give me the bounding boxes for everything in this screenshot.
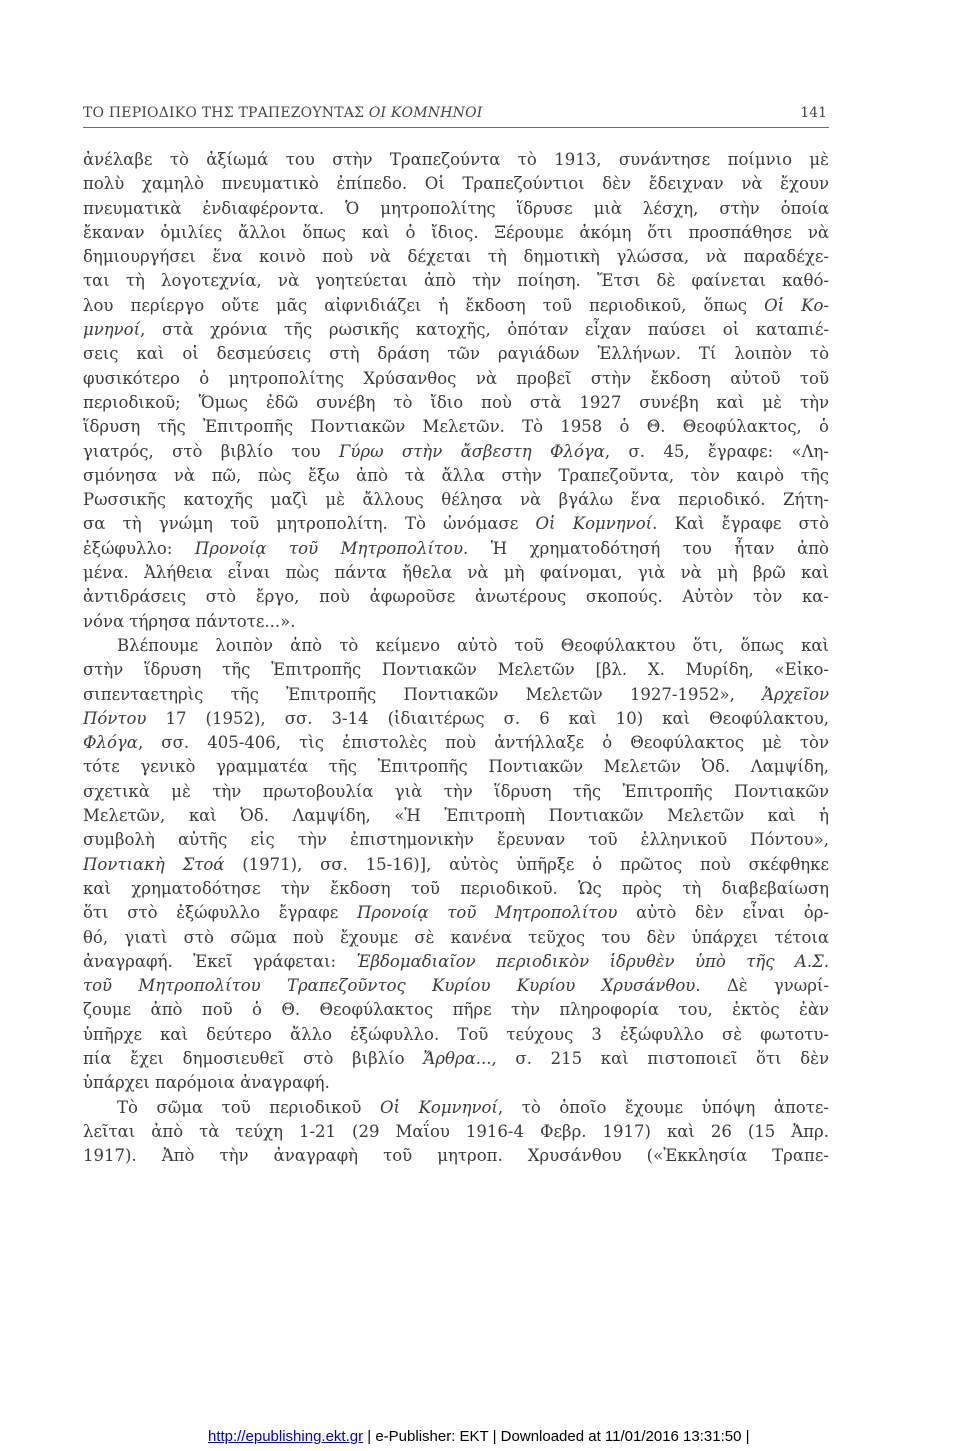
text-line: λεῖται ἀπὸ τὰ τεύχη 1-21 (29 Μαΐου 1916-4 Φεβρ. 1917) καὶ 26 (15 Ἀπρ. xyxy=(83,1121,829,1141)
publisher-link[interactable]: http://epublishing.ekt.gr xyxy=(208,1428,364,1445)
text-line: Μελετῶν, καὶ Ὀδ. Λαμψίδη, «Ἡ Ἐπιτροπὴ Ποντιακῶν Μελετῶν καὶ ἡ xyxy=(83,806,829,826)
text-line: σεις καὶ οἱ δεσμεύσεις στὴ δράση τῶν ραγιάδων Ἑλλήνων. Τί λοιπὸν τὸ xyxy=(83,344,829,364)
running-title-italic: ΟΙ ΚΟΜΝΗΝΟΙ xyxy=(368,105,483,121)
text-line: θό, γιατὶ στὸ σῶμα ποὺ ἔχουμε σὲ κανένα τεῦχος του δὲν ὑπάρχει τέτοια xyxy=(83,927,829,947)
text-line: καὶ χρηματοδότησε τὴν ἔκδοση τοῦ περιοδικοῦ. Ὡς πρὸς τὴ διαβεβαίωση xyxy=(83,878,829,898)
body-text xyxy=(83,148,829,1168)
text-line: μνηνοί, στὰ χρόνια τῆς ρωσικῆς κατοχῆς, ὁπόταν εἶχαν παύσει οἱ καταπιέ- xyxy=(83,320,829,340)
text-line: λου περίεργο οὔτε μᾶς αἰφνιδιάζει ἡ ἔκδοση τοῦ περιοδικοῦ, ὅπως Οἱ Κο- xyxy=(83,295,829,315)
text-line: ται τὴ λογοτεχνία, νὰ γοητεύεται ἀπὸ τὴν ποίηση. Ἔτσι δὲ φαίνεται καθό- xyxy=(83,271,829,291)
footer-info: | e-Publisher: EKT | Downloaded at 11/01/2016 13:31:50 | xyxy=(363,1428,750,1445)
text-line: μένα. Ἀλήθεια εἶναι πὼς πάντα ἤθελα νὰ μὴ φαίνομαι, γιὰ νὰ μὴ βρῶ καὶ xyxy=(83,563,829,583)
text-line: τοῦ Μητροπολίτου Τραπεζοῦντος Κυρίου Κυρίου Χρυσάνθου. Δὲ γνωρί- xyxy=(83,976,829,996)
text-line: ἵδρυση τῆς Ἐπιτροπῆς Ποντιακῶν Μελετῶν. Τὸ 1958 ὁ Θ. Θεοφύλακτος, ὁ xyxy=(83,417,829,437)
text-line: ἐξώφυλλο: Προνοίᾳ τοῦ Μητροπολίτου. Ἡ χρηματοδότησή του ἦταν ἀπὸ xyxy=(83,538,829,558)
text-line: ὅτι στὸ ἐξώφυλλο ἔγραφε Προνοίᾳ τοῦ Μητροπολίτου αὐτὸ δὲν εἶναι ὀρ- xyxy=(83,903,829,923)
text-line: δημιουργήσει ἕνα κοινὸ ποὺ νὰ δέχεται τὴ δημοτικὴ γλώσσα, νὰ παραδέχε- xyxy=(83,247,829,267)
text-line: πνευματικὰ ἐνδιαφέροντα. Ὁ μητροπολίτης ἵδρυσε μιὰ λέσχη, στὴν ὁποία xyxy=(83,198,829,218)
text-line: πία ἔχει δημοσιευθεῖ στὸ βιβλίο Ἄρθρα..., σ. 215 καὶ πιστοποιεῖ ὅτι δὲν xyxy=(83,1048,829,1068)
text-line: Τὸ σῶμα τοῦ περιοδικοῦ Οἱ Κομνηνοί, τὸ ὁποῖο ἔχουμε ὑπόψη ἀποτε- xyxy=(117,1097,829,1117)
text-line: ζουμε ἀπὸ ποῦ ὁ Θ. Θεοφύλακτος πῆρε τὴν πληροφορία του, ἐκτὸς ἐὰν xyxy=(83,1000,829,1020)
running-title: ΤΟ ΠΕΡΙΟΔΙΚΟ ΤΗΣ ΤΡΑΠΕΖΟΥΝΤΑΣ ΟΙ ΚΟΜΝΗΝΟΙ xyxy=(83,105,483,121)
text-line: περιοδικοῦ; Ὅμως ἐδῶ συνέβη τὸ ἴδιο ποὺ στὰ 1927 συνέβη καὶ μὲ τὴν xyxy=(83,392,829,412)
text-line: Φλόγα, σσ. 405-406, τὶς ἐπιστολὲς ποὺ ἀντήλλαξε ὁ Θεοφύλακτος μὲ τὸν xyxy=(83,733,829,753)
text-line: πολὺ χαμηλὸ πνευματικὸ ἐπίπεδο. Οἱ Τραπεζούντιοι δὲν ἔδειχναν νὰ ἔχουν xyxy=(83,174,829,194)
text-line: σχετικὰ μὲ τὴν πρωτοβουλία γιὰ τὴν ἵδρυση τῆς Ἐπιτροπῆς Ποντιακῶν xyxy=(83,781,829,801)
text-line: Ποντιακὴ Στοά (1971), σσ. 15-16)], αὐτὸς ὑπῆρξε ὁ πρῶτος ποὺ σκέφθηκε xyxy=(83,854,829,874)
text-line: σιπενταετηρὶς τῆς Ἐπιτροπῆς Ποντιακῶν Μελετῶν 1927-1952», Ἀρχεῖον xyxy=(83,684,829,704)
text-line: γιατρός, στὸ βιβλίο του Γύρω στὴν ἄσβεστη Φλόγα, σ. 45, ἔγραφε: «Λη- xyxy=(83,441,829,461)
text-line: στὴν ἵδρυση τῆς Ἐπιτροπῆς Ποντιακῶν Μελετῶν [βλ. Χ. Μυρίδη, «Εἰκο- xyxy=(83,660,829,680)
text-line: 1917). Ἀπὸ τὴν ἀναγραφὴ τοῦ μητροπ. Χρυσάνθου («Ἐκκλησία Τραπε- xyxy=(83,1146,829,1166)
text-line: τότε γενικὸ γραμματέα τῆς Ἐπιτροπῆς Ποντιακῶν Μελετῶν Ὀδ. Λαμψίδη, xyxy=(83,757,829,777)
text-line: Βλέπουμε λοιπὸν ἀπὸ τὸ κείμενο αὐτὸ τοῦ Θεοφύλακτου ὅτι, ὅπως καὶ xyxy=(117,635,829,655)
text-line: ἔκαναν ὁμιλίες ἄλλοι ὅπως καὶ ὁ ἴδιος. Ξέρουμε ἀκόμη ὅτι προσπάθησε νὰ xyxy=(83,222,829,242)
text-line: ἀναγραφή. Ἐκεῖ γράφεται: Ἑβδομαδιαῖον περιοδικὸν ἱδρυθὲν ὑπὸ τῆς Α.Σ. xyxy=(83,951,829,971)
running-header xyxy=(83,103,829,128)
text-line: Πόντου 17 (1952), σσ. 3-14 (ἰδιαιτέρως σ. 6 καὶ 10) καὶ Θεοφύλακτου, xyxy=(83,708,829,728)
text-line: σμόνησα νὰ πῶ, πὼς ἔξω ἀπὸ τὰ ἄλλα στὴν Τραπεζοῦντα, τὸν καιρὸ τῆς xyxy=(83,465,829,485)
text-line: ὑπῆρχε καὶ δεύτερο ἄλλο ἐξώφυλλο. Τοῦ τεύχους 3 ἐξώφυλλο σὲ φωτοτυ- xyxy=(83,1024,829,1044)
text-line: συμβολὴ αὐτῆς εἰς τὴν ἐπιστημονικὴν ἔρευναν τοῦ ἑλληνικοῦ Πόντου», xyxy=(83,830,829,850)
text-line: νόνα τήρησα πάντοτε...». xyxy=(83,611,296,631)
page-number: 141 xyxy=(800,105,827,121)
text-line: ὑπάρχει παρόμοια ἀναγραφή. xyxy=(83,1073,330,1093)
text-line: φυσικότερο ὁ μητροπολίτης Χρύσανθος νὰ προβεῖ στὴν ἔκδοση αὐτοῦ τοῦ xyxy=(83,368,829,388)
text-line: σα τὴ γνώμη τοῦ μητροπολίτη. Τὸ ὠνόμασε Οἱ Κομνηνοί. Καὶ ἔγραφε στὸ xyxy=(83,514,829,534)
text-line: Ρωσσικῆς κατοχῆς μαζὶ μὲ ἄλλους θέλησα νὰ βγάλω ἕνα περιοδικό. Ζήτη- xyxy=(83,490,829,510)
text-line: ἀντιδράσεις στὸ ἔργο, ποὺ ἀφωροῦσε ἀνωτέρους σκοπούς. Αὐτὸν τὸν κα- xyxy=(83,587,829,607)
text-line: ἀνέλαβε τὸ ἀξίωμά του στὴν Τραπεζούντα τὸ 1913, συνάντησε ποίμνιο μὲ xyxy=(83,150,829,169)
download-footer xyxy=(208,1428,750,1445)
